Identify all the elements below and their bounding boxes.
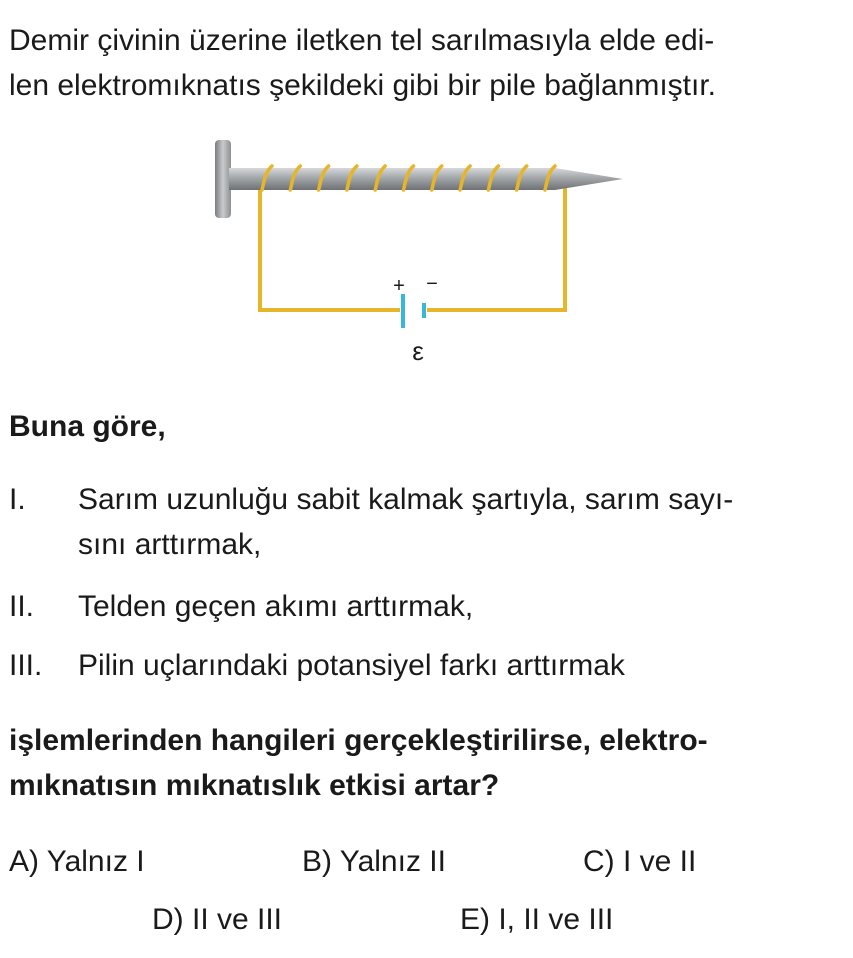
nail-head xyxy=(215,140,231,218)
statement-number: III. xyxy=(9,649,43,682)
electromagnet-circuit-figure xyxy=(205,132,635,372)
intro-text xyxy=(9,18,839,108)
statement-number: II. xyxy=(9,590,35,623)
emf-label: ε xyxy=(412,336,424,366)
option-c[interactable]: C) I ve II xyxy=(583,845,697,878)
statement-text-line-1: Sarım uzunluğu sabit kalmak şartıyla, sarım sayı- xyxy=(78,483,734,516)
statement-text-line-1: Telden geçen akımı arttırmak, xyxy=(78,590,474,623)
nail xyxy=(215,140,623,218)
intro-line-1: Demir çivinin üzerine iletken tel sarılmasıyla elde edi- xyxy=(9,24,715,57)
option-e[interactable]: E) I, II ve III xyxy=(460,903,614,936)
option-d[interactable]: D) II ve III xyxy=(152,903,283,936)
lead-text: Buna göre, xyxy=(9,410,166,443)
minus-label: − xyxy=(426,273,438,295)
battery-symbol xyxy=(403,294,424,328)
option-a[interactable]: A) Yalnız I xyxy=(9,845,145,878)
question-line-2: mıknatısın mıknatıslık etkisi artar? xyxy=(9,769,500,802)
plus-label: + xyxy=(393,275,405,297)
statement-text-line-2: sını arttırmak, xyxy=(78,528,262,561)
circuit-wire-right xyxy=(427,184,565,310)
nail-shaft xyxy=(229,168,623,190)
question-line-1: işlemlerinden hangileri gerçekleştirilirse, elektro- xyxy=(9,724,708,757)
circuit-wire xyxy=(260,184,400,310)
statement-text-line-1: Pilin uçlarındaki potansiyel farkı arttırmak xyxy=(78,649,625,682)
option-b[interactable]: B) Yalnız II xyxy=(302,845,446,878)
question-text xyxy=(9,718,839,808)
statement-number: I. xyxy=(9,483,26,516)
intro-line-2: len elektromıknatıs şekildeki gibi bir pile bağlanmıştır. xyxy=(9,69,716,102)
